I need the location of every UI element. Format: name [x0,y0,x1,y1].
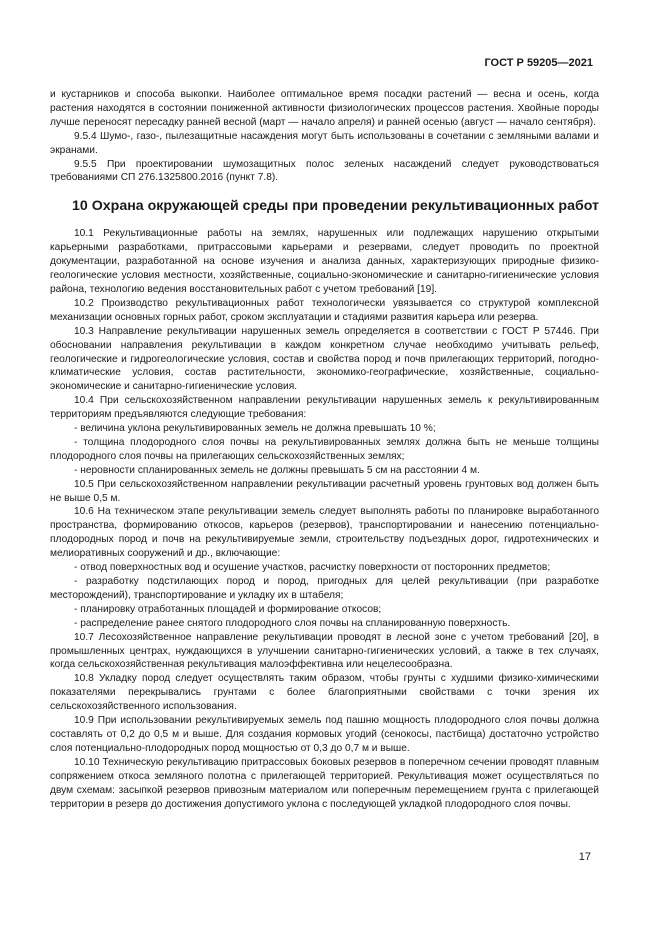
list-item: - распределение ранее снятого плодородного слоя почвы на спланированную поверхность. [74,617,511,629]
list-item: - толщина плодородного слоя почвы на рекультивированных землях должна быть не меньше толщины плодородного слоя почвы на прилегающих сельскохозяйственных землях; [50,436,599,462]
intro-continuation: и кустарников и способа выкопки. Наиболее оптимальное время посадки растений — весна и осень, когда растения находятся в состоянии пониженной активности физиологических процессов растения. Хвойные породы лучше переносят пересадку ранней весной (март — начало апреля) и ранней осенью (август — начало сентября). [50,89,599,128]
paragraph-10-7: 10.7 Лесохозяйственное направление рекультивации проводят в лесной зоне с учетом требований [20], в промышленных центрах, нуждающихся в улучшении санитарно-гигиенических условий, а также в тех случаях, когда сельскохозяйственная рекультивация малоэффективна или нецелесообразна. [50,631,599,671]
list-item: - величина уклона рекультивированных земель не должна превышать 10 %; [74,423,436,435]
paragraph-10-4: 10.4 При сельскохозяйственном направлении рекультивации нарушенных земель к рекультивированным территориям предъявляются следующие требования: [50,395,599,421]
paragraph-10-2: 10.2 Производство рекультивационных работ технологически увязывается со структурой комплексной механизации основных горных работ, сроком эксплуатации и стадиями развития карьера или резерва. [50,297,599,323]
paragraph-10-3: 10.3 Направление рекультивации нарушенных земель определяется в соответствии с ГОСТ Р 57446. При обосновании направления рекультивации в каждом конкретном случае необходимо учитывать рельеф, геологические и гидрогеологические условия, состав и свойства пород и почв прилегающих территорий, погодно-климатические условия, состав растительности, экономико-географические, хозяйственные, социально-экономические и санитарно-гигиенические условия. [50,325,599,393]
paragraph-9-5-4: 9.5.4 Шумо-, газо-, пылезащитные насаждения могут быть использованы в сочетании с земляными валами и экранами. [50,130,599,156]
paragraph-10-8: 10.8 Укладку пород следует осуществлять таким образом, чтобы грунты с худшими физико-химическими показателями перекрывались грунтами с более благоприятными свойствами с точки зрения их сельскохозяйственного использования. [50,673,599,713]
paragraph-10-10: 10.10 Техническую рекультивацию притрассовых боковых резервов в поперечном сечении проводят плавным сопряжением откоса земляного полотна с прилегающей территорией. Рекультивация может осуществляться по двум схемам: засыпкой резервов привозным материалом или поперечным перемещением грунта с прилегающей территории в резерв до достижения допустимого уклона с последующей укладкой плодородного слоя почвы. [50,756,599,810]
paragraph-10-1: 10.1 Рекультивационные работы на землях, нарушенных или подлежащих нарушению открытыми карьерными разработками, притрассовыми карьерами и резервами, следует проводить по проектной документации, разработанной на основе изучения и анализа данных, характеризующих природные физико-геологические условия местности, хозяйственные, социально-экономические и санитарно-гигиенические условия района, технологию ведения восстановительных работ с учетом требований [19]. [50,228,599,295]
page-number: 17 [578,851,591,863]
document-code: ГОСТ Р 59205—2021 [484,57,593,69]
list-item: - неровности спланированных земель не должны превышать 5 см на расстоянии 4 м. [74,464,480,476]
page-body [50,88,599,811]
list-item: - разработку подстилающих пород и пород, пригодных для целей рекультивации (при разработке месторождений), транспортирование и укладку их в штабеля; [50,576,599,601]
paragraph-9-5-5: 9.5.5 При проектировании шумозащитных полос зеленых насаждений следует руководствоваться требованиями СП 276.1325800.2016 (пункт 7.8). [50,158,599,184]
section-title: 10 Охрана окружающей среды при проведении рекультивационных работ [72,198,599,215]
paragraph-10-5: 10.5 При сельскохозяйственном направлении рекультивации расчетный уровень грунтовых вод должен быть не выше 0,5 м. [50,478,599,504]
list-item: - отвод поверхностных вод и осушение участков, расчистку поверхности от посторонних предметов; [74,562,551,574]
paragraph-10-9: 10.9 При использовании рекультивируемых земель под пашню мощность плодородного слоя почвы должна составлять от 0,2 до 0,5 м и выше. Для создания кормовых угодий (сенокосы, пастбища) достаточно устройство слоя потенциально-плодородных пород мощностью от 0,3 до 0,7 м и выше. [50,715,599,754]
paragraph-10-6: 10.6 На техническом этапе рекультивации земель следует выполнять работы по планировке выработанного пространства, формированию откосов, карьеров (резервов), транспортировании и нанесению потенциально-плодородных пород и почв на рекультивируемые земли, строительству подъездных дорог, гидротехнических и мелиоративных сооружений и др., включающие: [50,506,599,560]
list-item: - планировку отработанных площадей и формирование откосов; [74,603,382,615]
